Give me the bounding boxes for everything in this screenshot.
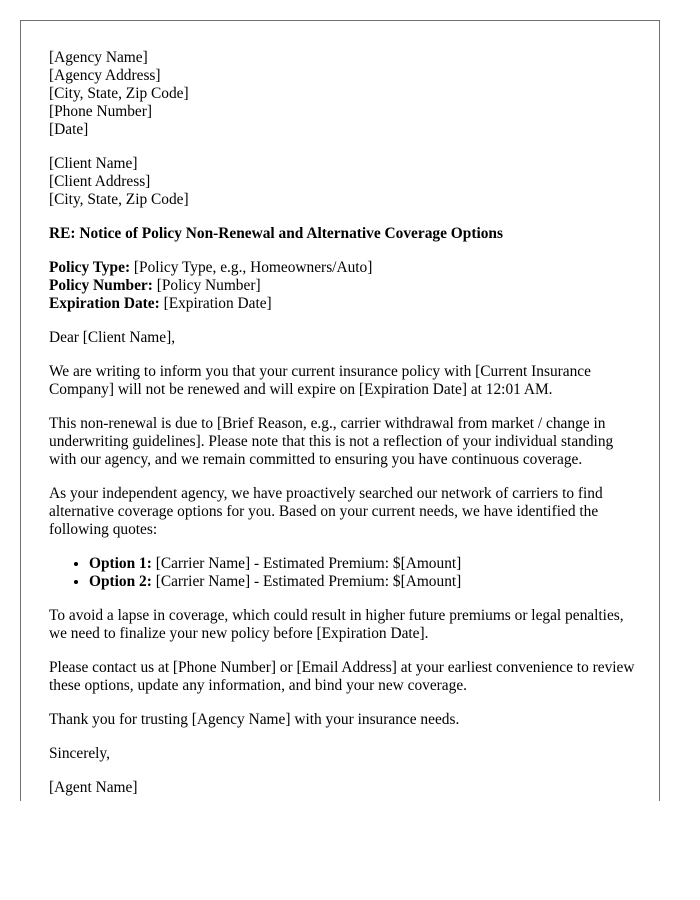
policy-type-label: Policy Type: xyxy=(49,259,131,276)
sender-block xyxy=(49,49,639,139)
policy-number-label: Policy Number: xyxy=(49,277,153,294)
policy-number-line xyxy=(49,277,639,295)
option-label: Option 1: xyxy=(89,555,152,572)
sender-phone: [Phone Number] xyxy=(49,103,153,120)
paragraph-contact: Please contact us at [Phone Number] or [Email Address] at your earliest convenience to review these options, update any information, and bind your new coverage. xyxy=(49,659,635,694)
coverage-options-list xyxy=(49,555,639,591)
option-text: [Carrier Name] - Estimated Premium: $[Amount] xyxy=(151,573,462,590)
recipient-client-address: [Client Address] xyxy=(49,173,151,190)
letter-subject: RE: Notice of Policy Non-Renewal and Alternative Coverage Options xyxy=(49,225,503,242)
paragraph-reason: This non-renewal is due to [Brief Reason, e.g., carrier withdrawal from market / change in underwriting guidelines]. Please note that this is not a reflection of your individual standing with our agency, and we remain committed to ensuring you have continuous coverage. xyxy=(49,415,614,468)
policy-type-value: [Policy Type, e.g., Homeowners/Auto] xyxy=(130,259,373,276)
paragraph-lapse-warning: To avoid a lapse in coverage, which could result in higher future premiums or legal penalties, we need to finalize your new policy before [Expiration Date]. xyxy=(49,607,624,642)
recipient-client-name: [Client Name] xyxy=(49,155,138,172)
policy-expiration-line xyxy=(49,295,639,313)
signature-name: [Agent Name] xyxy=(49,779,138,796)
letter-date: [Date] xyxy=(49,121,89,138)
paragraph-thanks: Thank you for trusting [Agency Name] with your insurance needs. xyxy=(49,711,460,728)
paragraph-notice: We are writing to inform you that your current insurance policy with [Current Insurance Company] will not be renewed and will expire on [Expiration Date] at 12:01 AM. xyxy=(49,363,591,398)
sender-city-state-zip: [City, State, Zip Code] xyxy=(49,85,189,102)
recipient-city-state-zip: [City, State, Zip Code] xyxy=(49,191,189,208)
paragraph-alternatives: As your independent agency, we have proactively searched our network of carriers to find alternative coverage options for you. Based on your current needs, we have identified the following quotes: xyxy=(49,485,603,538)
coverage-option-item xyxy=(89,573,639,591)
coverage-option-item xyxy=(89,555,639,573)
policy-expiration-value: [Expiration Date] xyxy=(159,295,272,312)
policy-details xyxy=(49,259,639,313)
policy-type-line xyxy=(49,259,639,277)
letter-content xyxy=(49,49,639,801)
sender-agency-address: [Agency Address] xyxy=(49,67,161,84)
letter-page xyxy=(20,20,660,801)
closing: Sincerely, xyxy=(49,745,110,762)
salutation: Dear [Client Name], xyxy=(49,329,176,346)
option-label: Option 2: xyxy=(89,573,152,590)
sender-agency-name: [Agency Name] xyxy=(49,49,148,66)
option-text: [Carrier Name] - Estimated Premium: $[Amount] xyxy=(151,555,462,572)
recipient-block xyxy=(49,155,639,209)
policy-number-value: [Policy Number] xyxy=(152,277,261,294)
policy-expiration-label: Expiration Date: xyxy=(49,295,160,312)
